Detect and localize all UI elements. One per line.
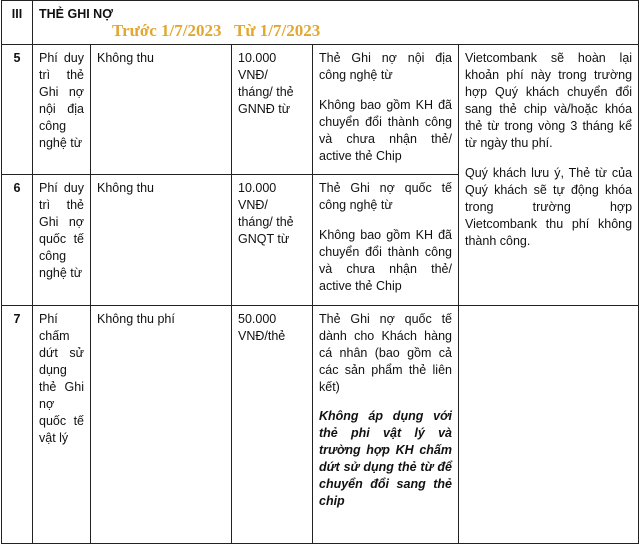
debit-card-fee-table (1, 0, 639, 544)
note-cell-empty (459, 306, 639, 544)
row-number: 5 (2, 45, 33, 175)
fee-before: Không thu (91, 45, 232, 175)
table-row (2, 306, 639, 544)
note-paragraph-1: Vietcombank sẽ hoàn lại khoản phí này trong trường hợp Quý khách chuyển đổi sang thẻ chip và/hoặc khóa thẻ từ trong vòng 3 tháng kể từ ngày thu phí. (465, 51, 633, 150)
fee-before: Không thu (91, 175, 232, 306)
fee-scope: Thẻ Ghi nợ quốc tế dành cho Khách hàng cá nhân (bao gồm cả các sản phẩm thẻ liên kết) (319, 312, 452, 394)
fee-exclusion: Không bao gồm KH đã chuyển đổi thành công và chưa nhận thẻ/ active thẻ Chip (319, 228, 452, 293)
fee-after: 10.000 VNĐ/ tháng/ thẻ GNNĐ từ (232, 45, 313, 175)
section-title: THẺ GHI NỢ (39, 7, 113, 21)
overlay-after-label: Từ 1/7/2023 (234, 21, 321, 40)
fee-scope: Thẻ Ghi nợ nội địa công nghệ từ (319, 51, 452, 82)
section-number: III (2, 1, 33, 45)
fee-scope-cell (313, 175, 459, 306)
note-paragraph-2: Quý khách lưu ý, Thẻ từ của Quý khách sẽ tự động khóa trong trường hợp Vietcombank thu phí không thành công. (465, 166, 633, 248)
fee-exclusion: Không bao gồm KH đã chuyển đổi thành công và chưa nhận thẻ/ active thẻ Chip (319, 98, 452, 163)
fee-after: 10.000 VNĐ/ tháng/ thẻ GNQT từ (232, 175, 313, 306)
fee-exclusion: Không áp dụng với thẻ phi vật lý và trường hợp KH chấm dứt sử dụng thẻ từ để chuyển đổi sang thẻ chip (319, 409, 452, 508)
overlay-before-label: Trước 1/7/2023 (112, 21, 222, 40)
fee-scope-cell (313, 45, 459, 175)
row-number: 7 (2, 306, 33, 544)
table-row (2, 45, 639, 175)
fee-scope-cell (313, 306, 459, 544)
note-cell (459, 45, 639, 306)
fee-name: Phí duy trì thẻ Ghi nợ nội địa công nghệ từ (33, 45, 91, 175)
row-number: 6 (2, 175, 33, 306)
fee-before: Không thu phí (91, 306, 232, 544)
fee-after: 50.000 VNĐ/thẻ (232, 306, 313, 544)
fee-name: Phí chấm dứt sử dụng thẻ Ghi nợ quốc tế vật lý (33, 306, 91, 544)
fee-scope: Thẻ Ghi nợ quốc tế công nghệ từ (319, 181, 452, 212)
fee-name: Phí duy trì thẻ Ghi nợ quốc tế công nghệ từ (33, 175, 91, 306)
